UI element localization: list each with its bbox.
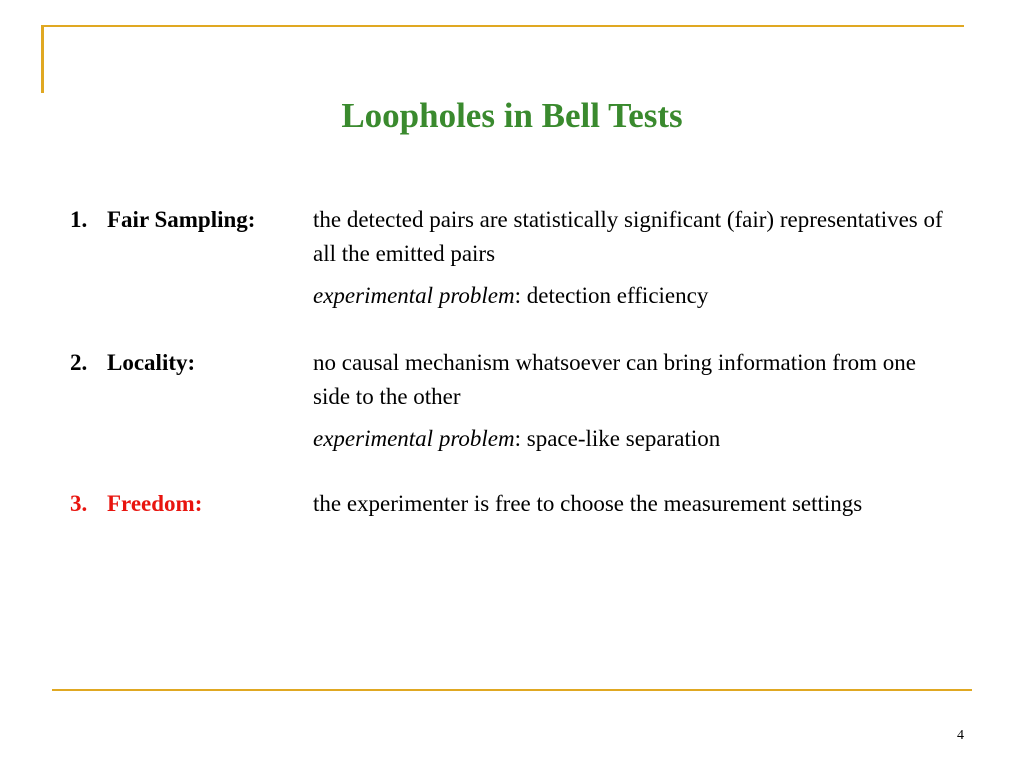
item-label [70,203,255,237]
corner-accent-vertical [41,25,44,93]
item-label [70,487,202,521]
item-description-block [313,203,953,313]
item-description-block [313,346,953,456]
item-description: the detected pairs are statistically significant (fair) representatives of all the emitted pairs [313,207,943,266]
top-accent-rule [41,25,964,27]
item-title: Fair Sampling: [107,207,256,232]
item-number: 3. [70,491,88,516]
problem-label: experimental problem [313,283,515,308]
bottom-accent-rule [52,689,972,691]
item-label [70,346,195,380]
item-title: Freedom: [107,491,203,516]
problem-text: : space-like separation [514,426,721,451]
problem-label: experimental problem [313,426,515,451]
experimental-problem [313,279,953,313]
item-description-block [313,487,953,521]
slide-title: Loopholes in Bell Tests [341,96,683,135]
item-description: no causal mechanism whatsoever can bring information from one side to the other [313,350,916,409]
page-number: 4 [957,728,964,743]
item-title: Locality: [107,350,196,375]
item-description: the experimenter is free to choose the measurement settings [313,491,863,516]
problem-text: : detection efficiency [514,283,709,308]
experimental-problem [313,422,953,456]
item-number: 1. [70,207,88,232]
item-number: 2. [70,350,88,375]
